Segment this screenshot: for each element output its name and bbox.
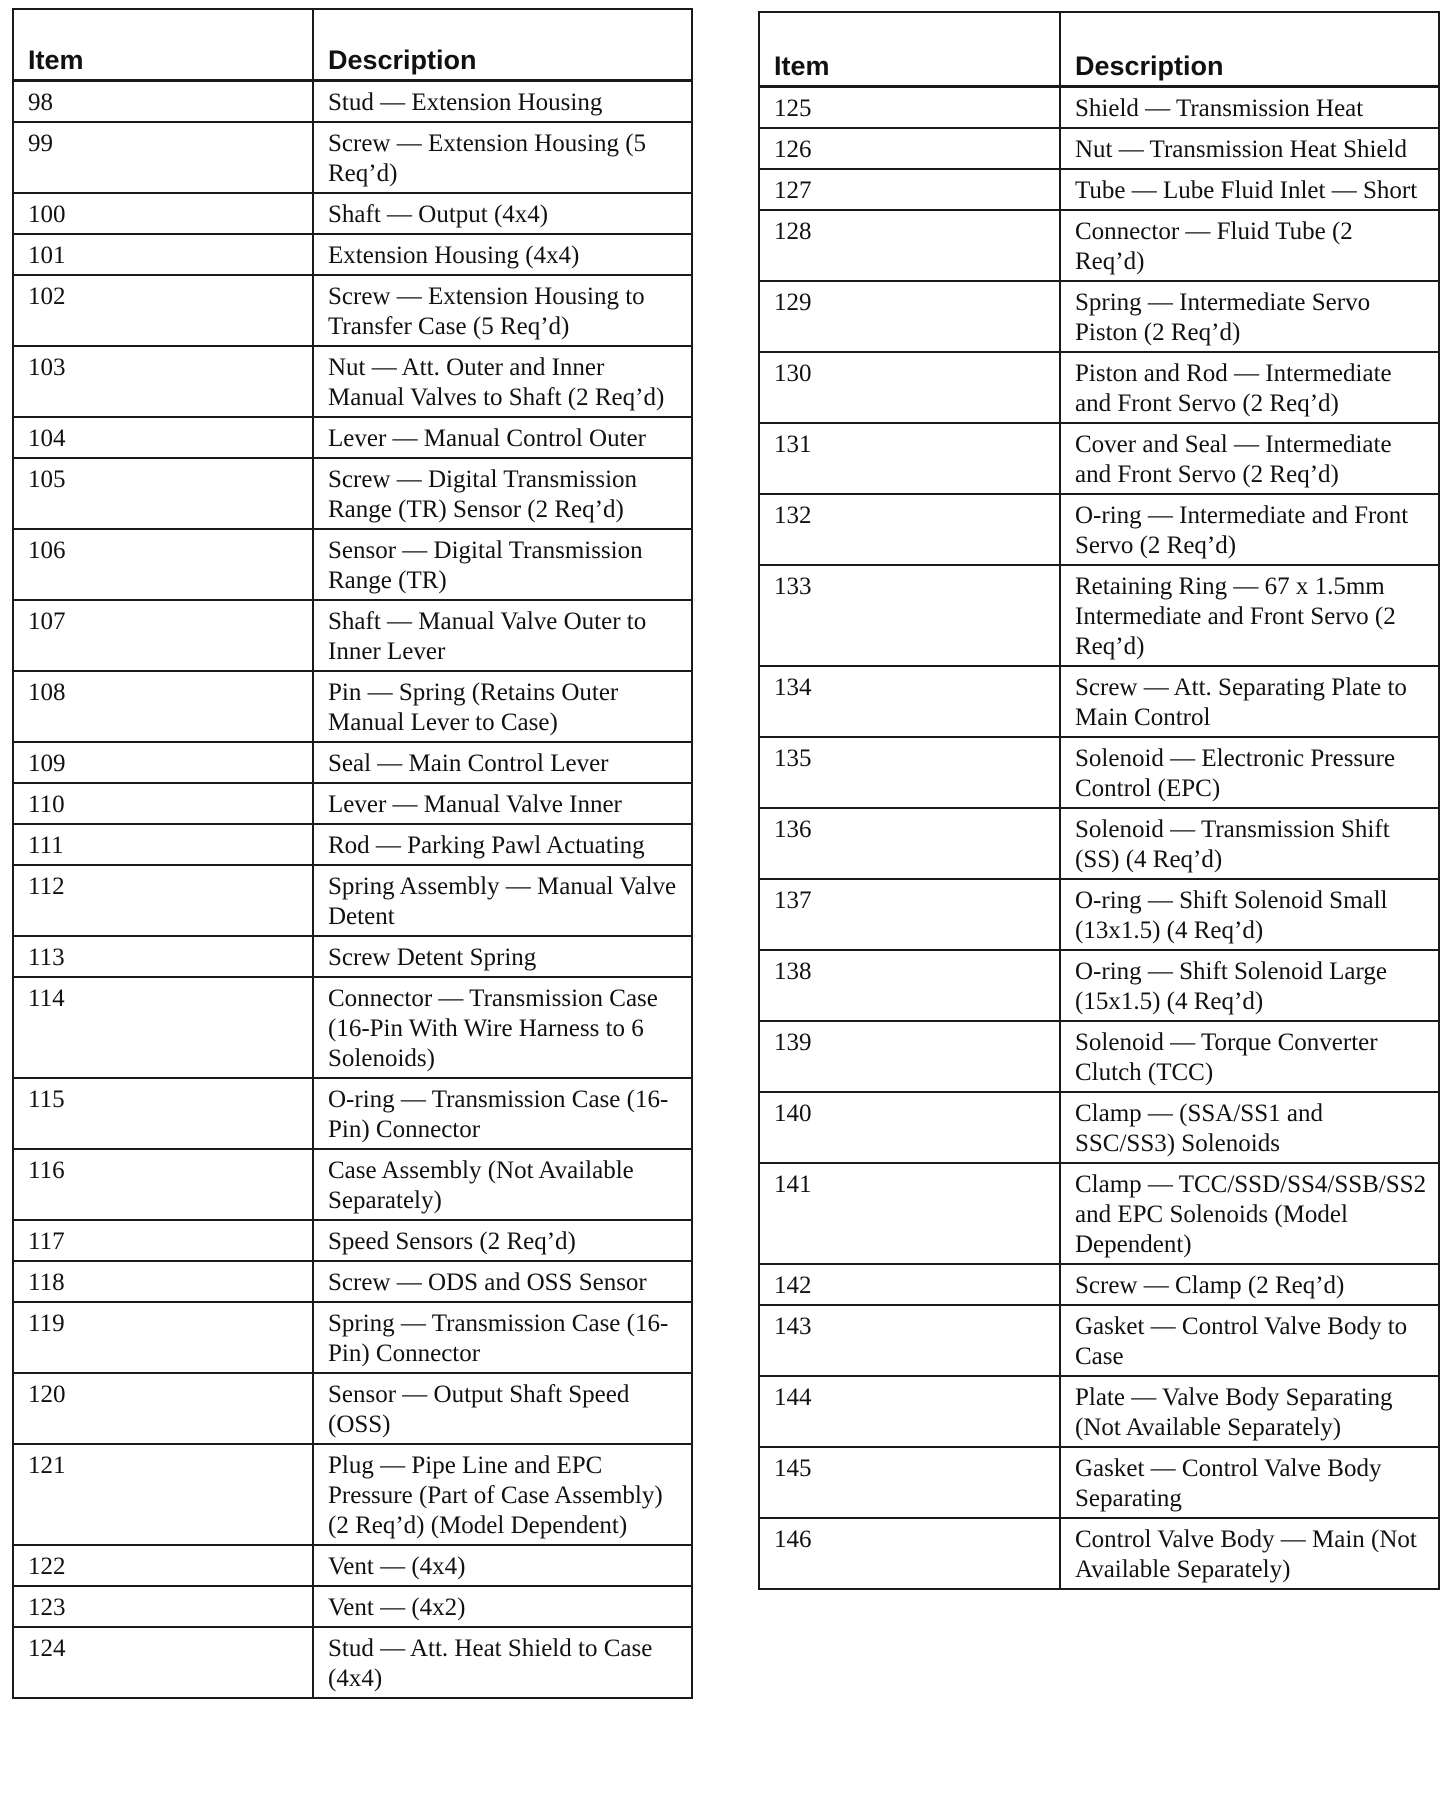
part-description: Screw — Att. Separating Plate to Main Control bbox=[1060, 666, 1439, 737]
part-description: Nut — Att. Outer and Inner Manual Valves to Shaft (2 Req’d) bbox=[313, 346, 692, 417]
table-row bbox=[13, 824, 692, 865]
part-description: Clamp — TCC/SSD/SS4/SSB/SS2 and EPC Solenoids (Model Dependent) bbox=[1060, 1163, 1439, 1264]
item-number: 135 bbox=[759, 737, 1060, 808]
table-row bbox=[13, 1078, 692, 1149]
item-column-header: Item bbox=[13, 9, 313, 80]
table-row bbox=[13, 936, 692, 977]
table-row bbox=[759, 1447, 1439, 1518]
part-description: Screw Detent Spring bbox=[313, 936, 692, 977]
item-number: 103 bbox=[13, 346, 313, 417]
part-description: Connector — Fluid Tube (2 Req’d) bbox=[1060, 210, 1439, 281]
part-description: O-ring — Transmission Case (16-Pin) Connector bbox=[313, 1078, 692, 1149]
part-description: Gasket — Control Valve Body Separating bbox=[1060, 1447, 1439, 1518]
part-description: Stud — Extension Housing bbox=[313, 80, 692, 122]
item-number: 120 bbox=[13, 1373, 313, 1444]
table-header-row bbox=[13, 9, 692, 80]
table-row bbox=[13, 193, 692, 234]
table-row bbox=[13, 1586, 692, 1627]
item-number: 131 bbox=[759, 423, 1060, 494]
parts-list-left bbox=[13, 80, 692, 1698]
item-number: 134 bbox=[759, 666, 1060, 737]
item-number: 109 bbox=[13, 742, 313, 783]
table-row bbox=[13, 671, 692, 742]
table-row bbox=[13, 783, 692, 824]
item-number: 119 bbox=[13, 1302, 313, 1373]
table-row bbox=[759, 666, 1439, 737]
item-number: 101 bbox=[13, 234, 313, 275]
table-row bbox=[759, 950, 1439, 1021]
part-description: Control Valve Body — Main (Not Available Separately) bbox=[1060, 1518, 1439, 1589]
part-description: Plug — Pipe Line and EPC Pressure (Part of Case Assembly) (2 Req’d) (Model Dependent) bbox=[313, 1444, 692, 1545]
item-number: 137 bbox=[759, 879, 1060, 950]
part-description: Spring Assembly — Manual Valve Detent bbox=[313, 865, 692, 936]
part-description: Sensor — Digital Transmission Range (TR) bbox=[313, 529, 692, 600]
parts-table-left bbox=[12, 8, 693, 1699]
part-description: Cover and Seal — Intermediate and Front Servo (2 Req’d) bbox=[1060, 423, 1439, 494]
description-column-header: Description bbox=[1060, 12, 1439, 86]
table-row bbox=[13, 234, 692, 275]
table-row bbox=[13, 346, 692, 417]
table-row bbox=[13, 417, 692, 458]
part-description: Vent — (4x4) bbox=[313, 1545, 692, 1586]
item-number: 125 bbox=[759, 86, 1060, 128]
part-description: Speed Sensors (2 Req’d) bbox=[313, 1220, 692, 1261]
table-row bbox=[759, 1163, 1439, 1264]
part-description: Nut — Transmission Heat Shield bbox=[1060, 128, 1439, 169]
table-row bbox=[13, 1149, 692, 1220]
part-description: O-ring — Shift Solenoid Large (15x1.5) (4 Req’d) bbox=[1060, 950, 1439, 1021]
item-number: 143 bbox=[759, 1305, 1060, 1376]
part-description: Screw — Digital Transmission Range (TR) Sensor (2 Req’d) bbox=[313, 458, 692, 529]
table-row bbox=[13, 600, 692, 671]
table-row bbox=[759, 281, 1439, 352]
part-description: Pin — Spring (Retains Outer Manual Lever to Case) bbox=[313, 671, 692, 742]
part-description: Piston and Rod — Intermediate and Front Servo (2 Req’d) bbox=[1060, 352, 1439, 423]
table-row bbox=[759, 879, 1439, 950]
item-number: 132 bbox=[759, 494, 1060, 565]
part-description: Connector — Transmission Case (16-Pin With Wire Harness to 6 Solenoids) bbox=[313, 977, 692, 1078]
table-row bbox=[13, 529, 692, 600]
part-description: Solenoid — Electronic Pressure Control (EPC) bbox=[1060, 737, 1439, 808]
part-description: Case Assembly (Not Available Separately) bbox=[313, 1149, 692, 1220]
table-row bbox=[759, 1518, 1439, 1589]
item-number: 123 bbox=[13, 1586, 313, 1627]
item-number: 122 bbox=[13, 1545, 313, 1586]
table-row bbox=[759, 128, 1439, 169]
table-row bbox=[759, 1305, 1439, 1376]
table-row bbox=[13, 1373, 692, 1444]
item-number: 145 bbox=[759, 1447, 1060, 1518]
table-row bbox=[759, 423, 1439, 494]
description-column-header: Description bbox=[313, 9, 692, 80]
table-row bbox=[759, 1092, 1439, 1163]
table-row bbox=[13, 977, 692, 1078]
part-description: Sensor — Output Shaft Speed (OSS) bbox=[313, 1373, 692, 1444]
part-description: Spring — Intermediate Servo Piston (2 Req’d) bbox=[1060, 281, 1439, 352]
parts-table-right bbox=[758, 11, 1440, 1590]
item-number: 116 bbox=[13, 1149, 313, 1220]
item-number: 102 bbox=[13, 275, 313, 346]
table-row bbox=[13, 742, 692, 783]
item-number: 99 bbox=[13, 122, 313, 193]
item-number: 142 bbox=[759, 1264, 1060, 1305]
part-description: Gasket — Control Valve Body to Case bbox=[1060, 1305, 1439, 1376]
part-description: Screw — Extension Housing (5 Req’d) bbox=[313, 122, 692, 193]
item-number: 133 bbox=[759, 565, 1060, 666]
table-row bbox=[13, 1545, 692, 1586]
part-description: O-ring — Intermediate and Front Servo (2 Req’d) bbox=[1060, 494, 1439, 565]
part-description: Shaft — Manual Valve Outer to Inner Lever bbox=[313, 600, 692, 671]
table-row bbox=[13, 1302, 692, 1373]
table-row bbox=[13, 1261, 692, 1302]
item-number: 105 bbox=[13, 458, 313, 529]
part-description: O-ring — Shift Solenoid Small (13x1.5) (4 Req’d) bbox=[1060, 879, 1439, 950]
item-number: 136 bbox=[759, 808, 1060, 879]
item-number: 98 bbox=[13, 80, 313, 122]
part-description: Extension Housing (4x4) bbox=[313, 234, 692, 275]
item-number: 141 bbox=[759, 1163, 1060, 1264]
table-row bbox=[759, 86, 1439, 128]
item-number: 104 bbox=[13, 417, 313, 458]
item-number: 121 bbox=[13, 1444, 313, 1545]
table-row bbox=[759, 494, 1439, 565]
table-row bbox=[13, 1627, 692, 1698]
table-row bbox=[13, 865, 692, 936]
part-description: Spring — Transmission Case (16-Pin) Connector bbox=[313, 1302, 692, 1373]
part-description: Seal — Main Control Lever bbox=[313, 742, 692, 783]
table-row bbox=[13, 122, 692, 193]
item-number: 110 bbox=[13, 783, 313, 824]
part-description: Clamp — (SSA/SS1 and SSC/SS3) Solenoids bbox=[1060, 1092, 1439, 1163]
table-row bbox=[759, 169, 1439, 210]
part-description: Lever — Manual Control Outer bbox=[313, 417, 692, 458]
item-number: 117 bbox=[13, 1220, 313, 1261]
table-row bbox=[759, 808, 1439, 879]
table-row bbox=[759, 737, 1439, 808]
part-description: Solenoid — Transmission Shift (SS) (4 Req’d) bbox=[1060, 808, 1439, 879]
item-number: 118 bbox=[13, 1261, 313, 1302]
item-number: 127 bbox=[759, 169, 1060, 210]
part-description: Stud — Att. Heat Shield to Case (4x4) bbox=[313, 1627, 692, 1698]
item-column-header: Item bbox=[759, 12, 1060, 86]
item-number: 126 bbox=[759, 128, 1060, 169]
part-description: Retaining Ring — 67 x 1.5mm Intermediate and Front Servo (2 Req’d) bbox=[1060, 565, 1439, 666]
item-number: 107 bbox=[13, 600, 313, 671]
parts-list-right bbox=[759, 86, 1439, 1589]
table-row bbox=[759, 1376, 1439, 1447]
item-number: 114 bbox=[13, 977, 313, 1078]
table-row bbox=[759, 352, 1439, 423]
table-row bbox=[13, 80, 692, 122]
item-number: 124 bbox=[13, 1627, 313, 1698]
table-row bbox=[13, 1444, 692, 1545]
part-description: Tube — Lube Fluid Inlet — Short bbox=[1060, 169, 1439, 210]
table-row bbox=[759, 1264, 1439, 1305]
item-number: 106 bbox=[13, 529, 313, 600]
item-number: 108 bbox=[13, 671, 313, 742]
item-number: 140 bbox=[759, 1092, 1060, 1163]
item-number: 144 bbox=[759, 1376, 1060, 1447]
item-number: 111 bbox=[13, 824, 313, 865]
item-number: 146 bbox=[759, 1518, 1060, 1589]
part-description: Rod — Parking Pawl Actuating bbox=[313, 824, 692, 865]
table-row bbox=[759, 210, 1439, 281]
part-description: Plate — Valve Body Separating (Not Available Separately) bbox=[1060, 1376, 1439, 1447]
item-number: 112 bbox=[13, 865, 313, 936]
part-description: Lever — Manual Valve Inner bbox=[313, 783, 692, 824]
table-row bbox=[13, 458, 692, 529]
part-description: Shield — Transmission Heat bbox=[1060, 86, 1439, 128]
item-number: 115 bbox=[13, 1078, 313, 1149]
table-row bbox=[13, 275, 692, 346]
item-number: 129 bbox=[759, 281, 1060, 352]
table-row bbox=[759, 1021, 1439, 1092]
item-number: 130 bbox=[759, 352, 1060, 423]
table-header-row bbox=[759, 12, 1439, 86]
item-number: 138 bbox=[759, 950, 1060, 1021]
part-description: Solenoid — Torque Converter Clutch (TCC) bbox=[1060, 1021, 1439, 1092]
part-description: Shaft — Output (4x4) bbox=[313, 193, 692, 234]
part-description: Vent — (4x2) bbox=[313, 1586, 692, 1627]
item-number: 128 bbox=[759, 210, 1060, 281]
item-number: 139 bbox=[759, 1021, 1060, 1092]
part-description: Screw — ODS and OSS Sensor bbox=[313, 1261, 692, 1302]
table-row bbox=[13, 1220, 692, 1261]
part-description: Screw — Clamp (2 Req’d) bbox=[1060, 1264, 1439, 1305]
item-number: 100 bbox=[13, 193, 313, 234]
item-number: 113 bbox=[13, 936, 313, 977]
table-row bbox=[759, 565, 1439, 666]
part-description: Screw — Extension Housing to Transfer Case (5 Req’d) bbox=[313, 275, 692, 346]
